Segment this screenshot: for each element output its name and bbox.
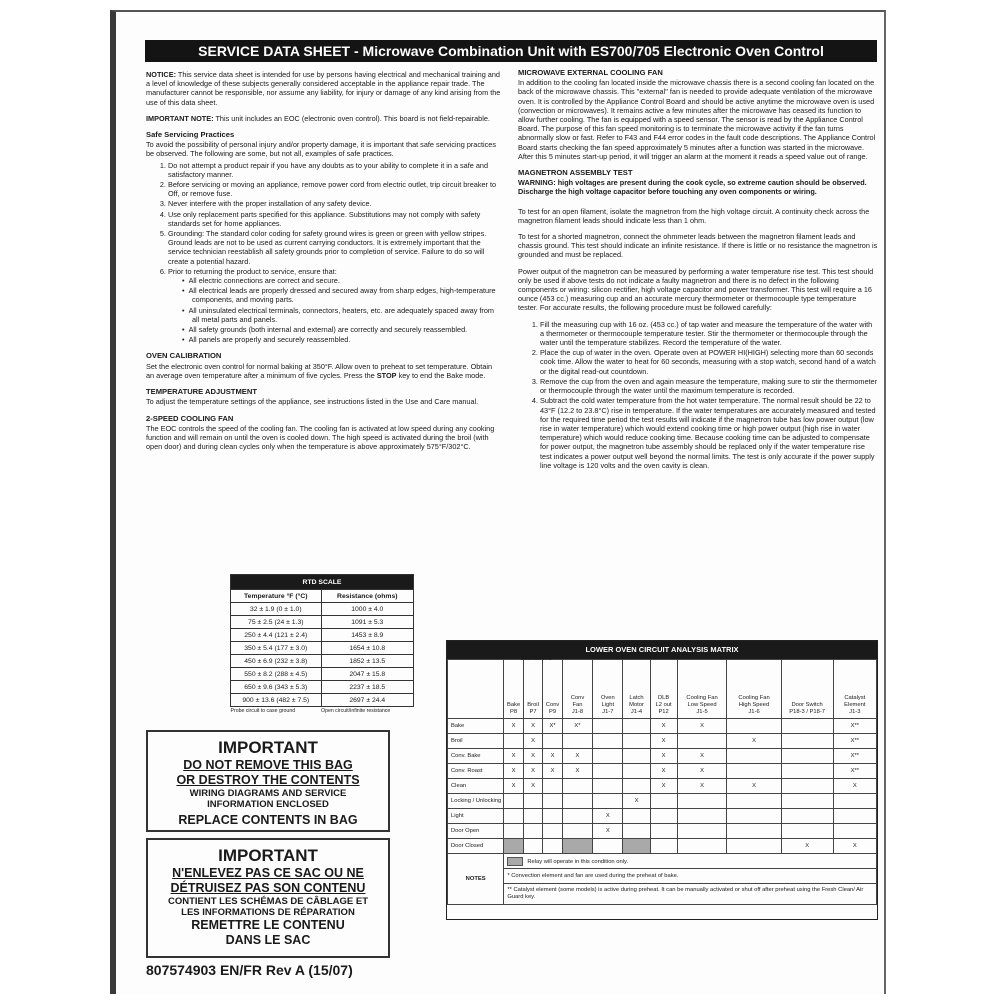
important-line: INFORMATION ENCLOSED [207,799,329,810]
rtd-cell: 1091 ± 5.3 [321,616,413,629]
rtd-row [231,668,414,681]
matrix-cell [593,779,623,794]
matrix-column-header-line: P8 [510,709,518,715]
matrix-cell [650,839,677,854]
matrix-cell: X [623,794,650,809]
important-line: DÉTRUISEZ PAS SON CONTENU [170,881,366,895]
matrix-column-header-line: Latch [629,695,644,701]
matrix-column-header-line: Catalyst [844,695,866,701]
matrix-cell [623,824,650,839]
matrix-cell [781,809,833,824]
matrix-column-header [562,660,592,719]
rtd-cell: 550 ± 8.2 (288 ± 4.5) [231,668,322,681]
matrix-row-label: Door Open [448,824,504,839]
relay-note-text: Relay will operate in this condition only. [527,858,629,865]
matrix-column-header-line: P9 [549,709,557,715]
magnetron-step: 2. Place the cup of water in the oven. Operate oven at POWER HI(HIGH) selecting more than 60 seconds cook time. Allow the water to heat for 60 seconds, measuring with a stop watch, second hand of a watch or the digital read-out countdown. [540,348,878,376]
document-part-number: 807574903 EN/FR Rev A (15/07) [146,962,353,978]
rtd-cell: 32 ± 1.9 (0 ± 1.0) [231,603,322,616]
matrix-cell: X [523,719,543,734]
matrix-row [448,734,877,749]
matrix-cell [833,824,876,839]
matrix-cell [650,794,677,809]
rtd-row [231,629,414,642]
matrix-row [448,839,877,854]
matrix-cell: X [781,839,833,854]
matrix-cell [562,824,592,839]
matrix-row-label: Locking / Unlocking [448,794,504,809]
matrix-cell: X [523,764,543,779]
matrix-cell [504,734,524,749]
matrix-column-header-line: L2 out [655,702,672,708]
matrix-cell [781,764,833,779]
matrix-cell [543,839,563,854]
matrix-cell: X [677,779,727,794]
matrix-column-header-line: J1-5 [696,709,708,715]
matrix-table [447,656,877,905]
rtd-scale-table [230,574,414,715]
magnetron-step: 3. Remove the cup from the oven and again measure the temperature, making sure to stir the thermometer or thermocouple through the water until the maximum temperature is recorded. [540,377,878,395]
safe-practice-item: 3. Never interfere with the proper installation of any safety device. [168,199,502,208]
matrix-note: * Convection element and fan are used during the preheat of bake. [504,869,877,884]
rtd-row [231,655,414,668]
matrix-row [448,719,877,734]
elements-label: ELEMENTS [520,656,552,662]
matrix-row [448,809,877,824]
matrix-row-label: Broil [448,734,504,749]
matrix-column-header-line: P12 [658,709,669,715]
matrix-cell [833,809,876,824]
matrix-cell [543,734,563,749]
matrix-cell: X [650,749,677,764]
matrix-row-label: Conv. Bake [448,749,504,764]
rtd-cell: 2697 ± 24.4 [321,694,413,707]
rtd-title: RTD SCALE [231,575,414,590]
magnetron-step: 1. Fill the measuring cup with 16 oz. (453 cc.) of tap water and measure the temperature of the water with a thermometer or thermocouple temperature tester. Stir the thermometer or thermocouple through the water until the temperature stabilizes. Record the temperature of the water. [540,320,878,348]
temperature-adjustment-heading: TEMPERATURE ADJUSTMENT [146,387,257,397]
rtd-cell: 1000 ± 4.0 [321,603,413,616]
matrix-cell [781,824,833,839]
matrix-column-header-line: Cooling Fan [686,695,718,701]
ensure-checklist [168,276,502,344]
matrix-cell [504,794,524,809]
rtd-row [231,694,414,707]
matrix-cell: X [523,749,543,764]
matrix-column-header-line: P7 [529,709,537,715]
matrix-cell: X [543,749,563,764]
matrix-column-header-line: Light [601,702,615,708]
matrix-row [448,764,877,779]
matrix-notes-row [448,884,877,905]
matrix-cell [781,794,833,809]
matrix-cell: X [650,779,677,794]
rtd-cell: 900 ± 13.6 (482 ± 7.5) [231,694,322,707]
microwave-fan-heading: MICROWAVE EXTERNAL COOLING FAN [518,68,663,77]
matrix-cell: X [650,764,677,779]
matrix-cell [677,839,727,854]
magnetron-step: 4. Subtract the cold water temperature from the hot water temperature. The normal result should be 22 to 43°F (12.2 to 23.8°C) rise in temperature. If the water temperatures are accurately measured and tested for the required time period the test results will indicate if the magnetron tube has low power output (low rise in water temperature) which would extend cooking time or high power output (high rise in water temperature) which would reduce cooking time. Because cooking time can be adjusted to compensate for power output, the magnetron tube assembly should be replaced only if the water temperature rise test indicates a power output well beyond the normal limits. The test is only accurate if the power supply line voltage is 120 volts and the oven cavity is clean. [540,396,878,470]
rtd-note-left: Probe circuit to case ground [230,708,296,714]
matrix-cell [623,719,650,734]
matrix-row-label: Bake [448,719,504,734]
ensure-checklist-item: • All panels are properly and securely reassembled. [192,335,502,344]
matrix-cell [677,794,727,809]
matrix-cell [781,779,833,794]
matrix-cell-relay [562,839,592,854]
matrix-cell [727,794,781,809]
matrix-cell: X** [833,749,876,764]
rtd-cell: 350 ± 5.4 (177 ± 3.0) [231,642,322,655]
matrix-cell [650,824,677,839]
matrix-cell [543,794,563,809]
matrix-cell [623,734,650,749]
rtd-row [231,642,414,655]
matrix-column-header [727,660,781,719]
matrix-cell [593,719,623,734]
matrix-cell: X* [562,719,592,734]
matrix-column-header [781,660,833,719]
matrix-cell [562,794,592,809]
circuit-analysis-matrix [446,640,878,920]
microwave-fan-text: In addition to the cooling fan located inside the microwave chassis there is a second cooling fan located on the back of the microwave chassis. This "external" fan is needed to provide adequate ventilation of the microwave oven. It is controlled by the Appliance Control Board and should be active anytime the microwave oven is used (convection or microwaves). It remains active a few minutes after the microwave has ceased its function to allow further cooling. The fan is equipped with a speed sensor. The sensor is read by the Appliance Control Board. The purpose of this fan speed monitoring is to terminate the microwave activity if the fan turns abnormally slow or fast. Refer to F43 and F44 error codes in the fault code descriptions. The Appliance Control Board starts checking the fan speed approximately 5 minutes after a function was started in the microwave. After this 5 minutes start-up period, it will trigger an alarm at the moment it reads a speed value out of range. [518,78,876,161]
important-title: IMPORTANT [218,738,318,757]
matrix-cell-relay [504,839,524,854]
rtd-cell: 450 ± 6.9 (232 ± 3.8) [231,655,322,668]
important-box-french [146,838,390,958]
ensure-checklist-item: • All electrical leads are properly dressed and secured away from sharp edges, high-temperature components, and moving parts. [192,286,502,304]
magnetron-shorted-text: To test for a shorted magnetron, connect the ohmmeter leads between the magnetron filament leads and chassis ground. This test should indicate an infinite resistance. If there is little or no resistance the magnetron is grounded and must be replaced. [518,232,878,260]
matrix-cell [593,734,623,749]
ensure-checklist-item: • All safety grounds (both internal and external) are correctly and securely reassembled. [192,325,502,334]
rtd-cell: 75 ± 2.5 (24 ± 1.3) [231,616,322,629]
relay-swatch [507,857,523,866]
matrix-cell [727,839,781,854]
rtd-col-temperature: Temperature °F (°C) [231,590,322,603]
matrix-header-row [448,660,877,719]
matrix-cell [543,779,563,794]
matrix-cell: X [833,779,876,794]
matrix-corner-cell [448,660,504,719]
matrix-cell: X [504,749,524,764]
matrix-column-header [543,660,563,719]
matrix-cell: X [650,734,677,749]
matrix-note: ** Catalyst element (some models) is active during preheat. It can be manually activated or shut off after preheat using the Fresh Clean/ Air Guard key. [504,884,877,905]
safe-practices-intro: To avoid the possibility of personal injury and/or property damage, it is important that safe servicing practices be observed. The following are some, but not all, examples of safe practices. [146,140,497,159]
rtd-cell: 2237 ± 18.5 [321,681,413,694]
matrix-cell: X [727,734,781,749]
matrix-cell: X [650,719,677,734]
matrix-cell [593,794,623,809]
important-line: LES INFORMATIONS DE RÉPARATION [181,907,355,918]
right-column [518,68,878,476]
matrix-column-header-line: J1-4 [630,709,643,715]
matrix-column-header-line: P18-3 / P18-7 [789,709,826,715]
matrix-column-header-line: DLB [657,695,670,701]
magnetron-steps-list [518,320,878,470]
important-line: WIRING DIAGRAMS AND SERVICE [189,788,347,799]
matrix-column-header [623,660,650,719]
magnetron-warning: WARNING: high voltages are present during the cook cycle, so extreme caution should be observed. Discharge the high voltage capacitor before touching any oven components or wiring. [518,178,867,197]
matrix-cell [727,824,781,839]
important-line: OR DESTROY THE CONTENTS [176,773,360,787]
matrix-cell [833,794,876,809]
matrix-column-header-line: Conv [545,702,560,708]
matrix-cell: X** [833,719,876,734]
matrix-cell [727,809,781,824]
cooling-fan-heading: 2-SPEED COOLING FAN [146,413,234,423]
page-title: SERVICE DATA SHEET - Microwave Combination Unit with ES700/705 Electronic Oven Control [145,40,877,62]
temperature-adjustment-text: To adjust the temperature settings of the appliance, see instructions listed in the Use and Care manual. [146,397,479,407]
matrix-cell: X [504,779,524,794]
matrix-cell [523,839,543,854]
matrix-row [448,779,877,794]
matrix-row-label: Clean [448,779,504,794]
magnetron-open-filament-text: To test for an open filament, isolate the magnetron from the high voltage circuit. A continuity check across the magnetron filament leads should indicate less than 1 ohm. [518,206,870,225]
matrix-cell: X [593,824,623,839]
ensure-checklist-item: • All electric connections are correct and secure. [192,276,502,285]
matrix-cell [593,749,623,764]
important-line: CONTIENT LES SCHÉMAS DE CÂBLAGE ET [167,896,369,907]
matrix-cell [562,809,592,824]
important-title: IMPORTANT [218,846,318,865]
matrix-notes-row [448,869,877,884]
matrix-cell: X [504,719,524,734]
rtd-col-resistance: Resistance (ohms) [321,590,413,603]
safe-practices-list [146,161,502,345]
matrix-cell [593,764,623,779]
matrix-column-header [523,660,543,719]
matrix-cell: X* [543,719,563,734]
matrix-cell [523,824,543,839]
safe-practice-item: 2. Before servicing or moving an appliance, remove power cord from electric outlet, trip circuit breaker to Off, or remove fuse. [168,180,502,198]
matrix-note-relay [504,854,877,869]
matrix-cell [781,719,833,734]
matrix-cell [543,824,563,839]
matrix-cell [781,749,833,764]
matrix-row [448,824,877,839]
matrix-cell: X [523,734,543,749]
matrix-cell [781,734,833,749]
matrix-column-header-line: Low Speed [687,702,717,708]
rtd-cell: 250 ± 4.4 (121 ± 2.4) [231,629,322,642]
matrix-cell: X [562,764,592,779]
safe-practice-item: 1. Do not attempt a product repair if you have any doubts as to your ability to complete it in a safe and satisfactory manner. [168,161,502,179]
matrix-column-header-line: Element [844,702,866,708]
matrix-row [448,749,877,764]
matrix-column-header-line: Broil [527,702,539,708]
matrix-column-header-line: Fan [572,702,583,708]
safe-practice-item: 4. Use only replacement parts specified for this appliance. Substitutions may not comply with safety standards set for home appliances. [168,210,502,228]
matrix-row-label: Conv. Roast [448,764,504,779]
matrix-column-header-line: Bake [506,702,521,708]
matrix-cell: X** [833,734,876,749]
matrix-column-header-line: Conv [570,695,585,701]
rtd-cell: 1852 ± 13.5 [321,655,413,668]
oven-calibration-heading: OVEN CALIBRATION [146,351,222,361]
matrix-column-header-line: J1-8 [571,709,584,715]
safe-practice-item: 6. Prior to returning the product to service, ensure that: • All electric connections are correct and secure. • All electrical leads are properly dressed and secured away from sharp edges, high-temperature components, and moving parts. • All uninsulated electrical terminals, connectors, heaters, etc. are adequately spaced away from all metal parts and panels. • All safety grounds (both internal and external) are correctly and securely reassembled. • All panels are properly and securely reassembled. [168,267,502,345]
matrix-cell: X [523,779,543,794]
matrix-column-header-line: Door Switch [791,702,823,708]
matrix-title: LOWER OVEN CIRCUIT ANALYSIS MATRIX [447,641,877,659]
matrix-cell [623,779,650,794]
matrix-cell: X [677,749,727,764]
matrix-column-header-line: J1-6 [748,709,760,715]
rtd-cell: 1654 ± 10.8 [321,642,413,655]
left-column [146,70,502,458]
magnetron-power-text: Power output of the magnetron can be measured by performing a water temperature rise test. This test should only be used if above tests do not indicate a faulty magnetron and there is no defect in the following components or wiring: silicon rectifier, high voltage capacitor and power transformer. This test will require a 16 ounce (453 cc.) measuring cup and an accurate mercury thermometer or thermocouple type temperature tester. For accurate results, the following procedure must be followed carefully: [518,266,874,313]
matrix-row-label: Door Closed [448,839,504,854]
oven-calibration-text: Set the electronic oven control for normal baking at 350°F. Allow oven to preheat to set temperature. Obtain an average oven temperature after a minimum of five cycles. Press the STOP key to end the Bake mode. [146,361,493,380]
notice-paragraph: NOTICE: This service data sheet is intended for use by persons having electrical and mechanical training and a level of knowledge of these subjects generally considered acceptable in the appliance repair trade. The manufacturer cannot be responsible, nor assume any liability, for injury or damage of any kind arising from the use of this data sheet. [146,70,501,107]
matrix-column-header-line: J1-7 [602,709,614,715]
matrix-cell [623,749,650,764]
matrix-column-header-line: Motor [629,702,644,708]
matrix-row-label: Light [448,809,504,824]
matrix-cell [504,809,524,824]
important-line: DANS LE SAC [225,933,311,947]
safe-practices-heading: Safe Servicing Practices [146,130,235,140]
matrix-cell [504,824,524,839]
matrix-cell-relay [623,839,650,854]
matrix-cell [623,764,650,779]
matrix-cell [543,809,563,824]
matrix-column-header-line: Cooling Fan [738,695,770,701]
matrix-cell [677,809,727,824]
matrix-cell [650,809,677,824]
matrix-column-header [677,660,727,719]
matrix-cell: X [593,809,623,824]
matrix-cell: X [543,764,563,779]
matrix-column-header-line: J1-3 [849,709,861,715]
matrix-cell [677,824,727,839]
rtd-row [231,616,414,629]
matrix-column-header [593,660,623,719]
magnetron-heading: MAGNETRON ASSEMBLY TEST [518,168,633,178]
important-box-english [146,730,390,832]
safe-practice-item: 5. Grounding: The standard color coding for safety ground wires is green or green with yellow stripes. Ground leads are not to be used as current carrying conductors. It is extremely important that the service technician reestablish all safety grounds prior to completion of service. Failure to do so will create a potential hazard. [168,229,502,266]
matrix-cell [727,749,781,764]
matrix-column-header [650,660,677,719]
important-line: REMETTRE LE CONTENU [191,918,345,932]
important-line: N'ENLEVEZ PAS CE SAC OU NE [172,866,364,880]
cooling-fan-text: The EOC controls the speed of the cooling fan. The cooling fan is activated at low speed during any cooking function and will remain on until the oven is cooled down. The high speed is activated during the broil (with open door) and during clean cycles only when the temperature is above approximately 575°F/302°C. [146,423,495,452]
ensure-checklist-item: • All uninsulated electrical terminals, connectors, heaters, etc. are adequately spaced away from all metal parts and panels. [192,306,502,324]
matrix-cell: X [727,779,781,794]
matrix-cell: X [562,749,592,764]
matrix-cell [593,839,623,854]
rtd-cell: 2047 ± 15.8 [321,668,413,681]
matrix-column-header-line: Oven [600,695,615,701]
rtd-row [231,681,414,694]
matrix-cell [727,719,781,734]
matrix-cell [727,764,781,779]
matrix-notes-label: NOTES [448,854,504,905]
rtd-cell: 1453 ± 8.9 [321,629,413,642]
matrix-cell [623,809,650,824]
matrix-cell [562,734,592,749]
matrix-row [448,794,877,809]
matrix-cell [523,809,543,824]
matrix-cell [562,779,592,794]
matrix-cell: X [677,764,727,779]
rtd-note-right: Open circuit/infinite resistance [321,708,391,714]
matrix-cell: X [504,764,524,779]
matrix-cell [677,734,727,749]
matrix-cell [523,794,543,809]
rtd-row [231,603,414,616]
matrix-cell: X [833,839,876,854]
important-line: REPLACE CONTENTS IN BAG [178,813,358,827]
matrix-column-header-line: High Speed [738,702,770,708]
matrix-notes-row [448,854,877,869]
important-line: DO NOT REMOVE THIS BAG [183,758,353,772]
matrix-cell: X [677,719,727,734]
matrix-cell: X** [833,764,876,779]
important-note-paragraph: IMPORTANT NOTE: This unit includes an EOC (electronic oven control). This board is not field-repairable. [146,113,490,123]
rtd-cell: 650 ± 9.6 (343 ± 5.3) [231,681,322,694]
matrix-column-header [833,660,876,719]
